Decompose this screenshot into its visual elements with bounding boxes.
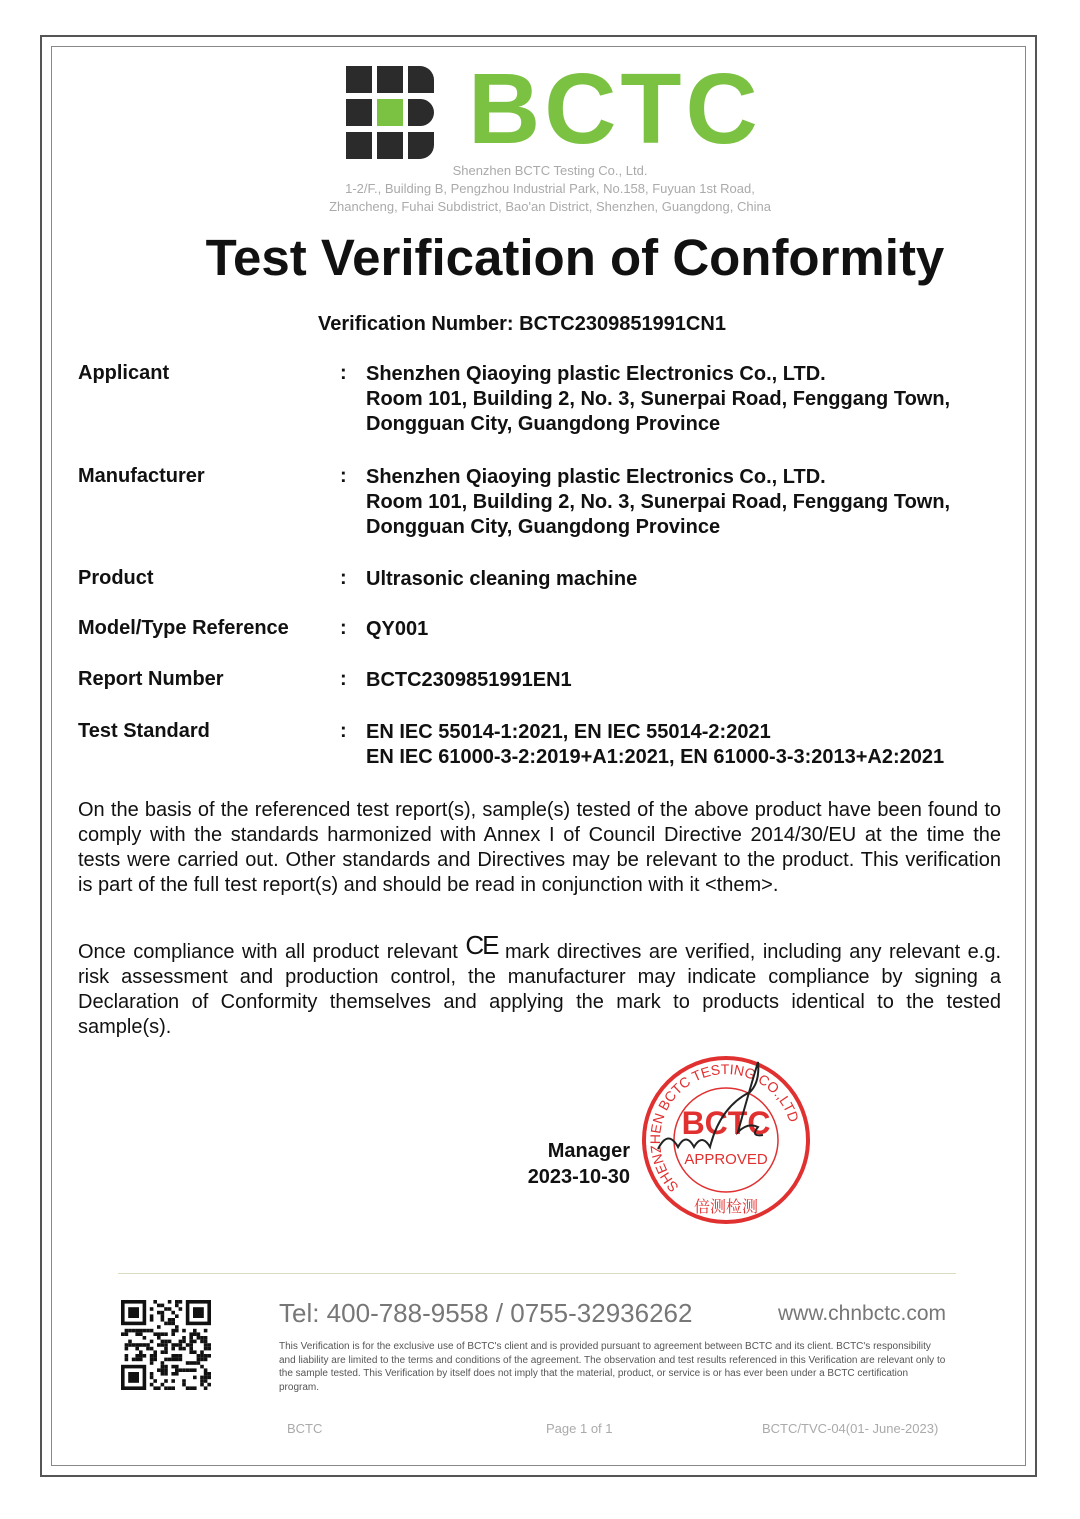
company-seal <box>638 1054 814 1224</box>
footer-disclaimer: This Verification is for the exclusive use of BCTC's client and is provided pursuant to agreement between BCTC and its client. BCTC's responsibility and liability are limited to the terms and conditions of the agreement. The observation and test results referenced in this Verification are relevant only to the sample tested. This Verification by itself does not imply that the material, product, or service is or has ever been under a BCTC certification program. <box>279 1341 946 1393</box>
form-number: BCTC/TVC-04(01- June-2023) <box>762 1421 939 1436</box>
qr-code-icon[interactable] <box>121 1300 211 1390</box>
paragraph-basis: On the basis of the referenced test report(s), sample(s) tested of the above product have been found to comply with the standards harmonized with Annex I of Council Directive 2014/30/EU at the time the tests were carried out. Other standards and Directives may be relevant to the product. This verification is part of the full test report(s) and should be read in conjunction with it <them>. <box>78 799 1001 896</box>
seal-approved-text: APPROVED <box>684 1151 768 1168</box>
field-label: Report Number <box>78 668 224 690</box>
field-value <box>366 720 1016 770</box>
field-colon: : <box>340 567 347 589</box>
seal-chinese-text: 倍测检测 <box>693 1197 759 1216</box>
field-value-line: Room 101, Building 2, No. 3, Sunerpai Road, Fenggang Town, <box>366 388 951 410</box>
signatory-title: Manager <box>547 1140 630 1162</box>
field-colon: : <box>340 720 347 742</box>
field-value-line: Shenzhen Qiaoying plastic Electronics Co., LTD. <box>366 363 826 385</box>
field-value-line: Room 101, Building 2, No. 3, Sunerpai Road, Fenggang Town, <box>366 491 951 513</box>
paragraph-compliance-start: Once compliance with all product relevant <box>78 941 458 963</box>
field-value-line: EN IEC 61000-3-2:2019+A1:2021, EN 61000-3-3:2013+A2:2021 <box>366 746 945 768</box>
ce-mark-icon: CE <box>465 930 498 960</box>
field-value <box>366 617 1016 642</box>
footer-website[interactable]: www.chnbctc.com <box>778 1302 947 1325</box>
footer-divider <box>118 1273 956 1274</box>
field-value <box>366 465 1016 540</box>
company-address <box>250 162 850 216</box>
field-value <box>366 668 1016 693</box>
field-label: Applicant <box>78 362 170 384</box>
field-value <box>366 362 1016 437</box>
field-label: Test Standard <box>78 720 210 742</box>
field-value <box>366 567 1016 592</box>
paragraph-compliance-end: mark directives are verified, including any relevant e.g. risk assessment and production control, the manufacturer may indicate compliance by signing a Declaration of Conformity themselves and applying the mark to products identical to the tested sample(s). <box>78 941 1002 1038</box>
field-value-line: Shenzhen Qiaoying plastic Electronics Co., LTD. <box>366 466 826 488</box>
bctc-logo <box>346 53 766 165</box>
address-line-2: Zhancheng, Fuhai Subdistrict, Bao'an District, Shenzhen, Guangdong, China <box>329 199 771 214</box>
field-colon: : <box>340 465 347 487</box>
field-label: Model/Type Reference <box>78 617 289 639</box>
field-colon: : <box>340 668 347 690</box>
logo-text: BCTC <box>468 53 762 165</box>
field-colon: : <box>340 362 347 384</box>
field-label: Product <box>78 567 154 589</box>
field-label: Manufacturer <box>78 465 205 487</box>
company-name: Shenzhen BCTC Testing Co., Ltd. <box>452 163 648 178</box>
field-colon: : <box>340 617 347 639</box>
seal-ring-text: SHENZHEN BCTC TESTING CO.,LTD <box>646 1061 803 1196</box>
document-title: Test Verification of Conformity <box>205 229 945 286</box>
page-number: Page 1 of 1 <box>546 1421 613 1436</box>
field-value-line: QY001 <box>366 618 429 640</box>
field-value-line: BCTC2309851991EN1 <box>366 669 572 691</box>
address-line-1: 1-2/F., Building B, Pengzhou Industrial Park, No.158, Fuyuan 1st Road, <box>345 181 755 196</box>
footer-left: BCTC <box>287 1421 323 1436</box>
signatory-date: 2023-10-30 <box>527 1166 630 1188</box>
field-value-line: Dongguan City, Guangdong Province <box>366 516 721 538</box>
seal-center-text: BCTC <box>681 1105 771 1141</box>
footer-telephone: Tel: 400-788-9558 / 0755-32936262 <box>279 1298 693 1328</box>
verification-number: Verification Number: BCTC2309851991CN1 <box>318 313 726 335</box>
field-value-line: Ultrasonic cleaning machine <box>366 568 638 590</box>
field-value-line: Dongguan City, Guangdong Province <box>366 413 721 435</box>
field-value-line: EN IEC 55014-1:2021, EN IEC 55014-2:2021 <box>366 721 771 743</box>
paragraph-compliance <box>78 930 1002 1040</box>
logo-grid-icon <box>346 66 436 159</box>
